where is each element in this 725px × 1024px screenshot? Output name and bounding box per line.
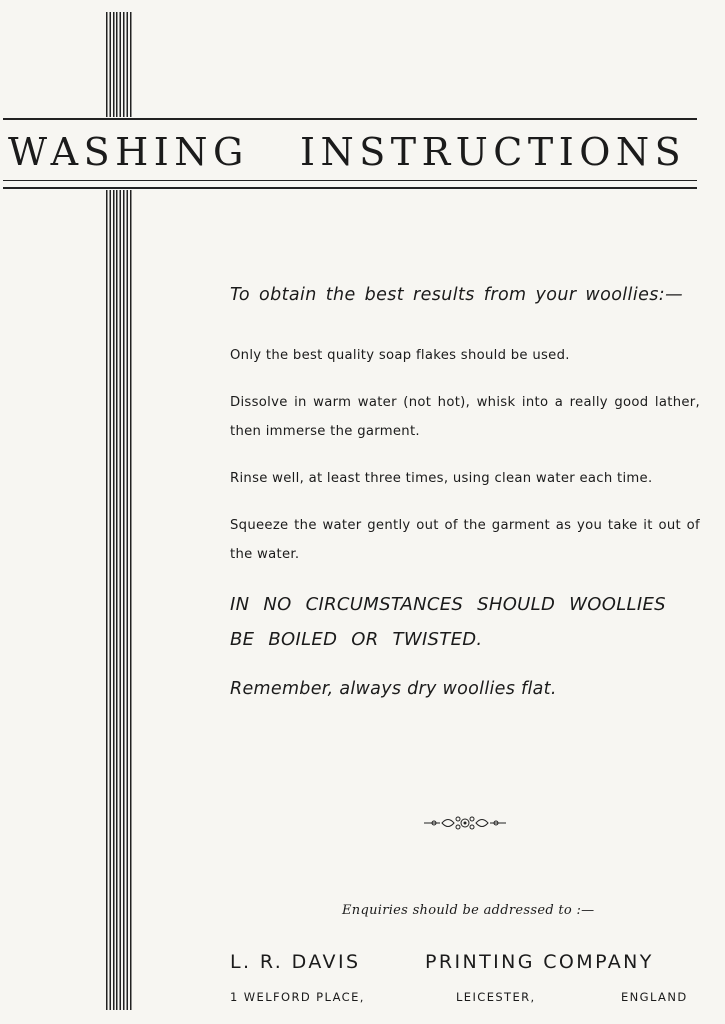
title-word-washing: WASHING — [8, 130, 249, 174]
title-rule-lower — [3, 180, 697, 189]
instruction-step: Rinse well, at least three times, using clean water each time. — [230, 471, 653, 486]
reminder-text: Remember, always dry woollies flat. — [230, 679, 557, 699]
company-name-part2: PRINTING COMPANY — [425, 951, 654, 973]
vertical-rule-bottom — [106, 190, 132, 1010]
company-name-part1: L. R. DAVIS — [230, 951, 361, 973]
instruction-step: Dissolve in warm water (not hot), whisk into a really good lather, then immerse the garment. — [230, 395, 700, 439]
instruction-step: Only the best quality soap flakes should be used. — [230, 348, 570, 363]
address-country: ENGLAND — [621, 990, 688, 1004]
floral-divider-icon — [420, 813, 510, 833]
instructions-body — [230, 285, 700, 699]
page-title — [0, 124, 725, 180]
warning-text: IN NO CIRCUMSTANCES SHOULD WOOLLIES BE BOILED OR TWISTED. — [230, 594, 666, 650]
enquiries-line: Enquiries should be addressed to :— — [342, 903, 595, 918]
title-word-instructions: INSTRUCTIONS — [300, 130, 687, 174]
instruction-step: Squeeze the water gently out of the garment as you take it out of the water. — [230, 518, 700, 562]
vertical-rule-top — [106, 12, 132, 117]
address-city: LEICESTER, — [456, 990, 536, 1004]
address-street: 1 WELFORD PLACE, — [230, 990, 365, 1004]
intro-heading: To obtain the best results from your woollies:— — [230, 285, 683, 305]
